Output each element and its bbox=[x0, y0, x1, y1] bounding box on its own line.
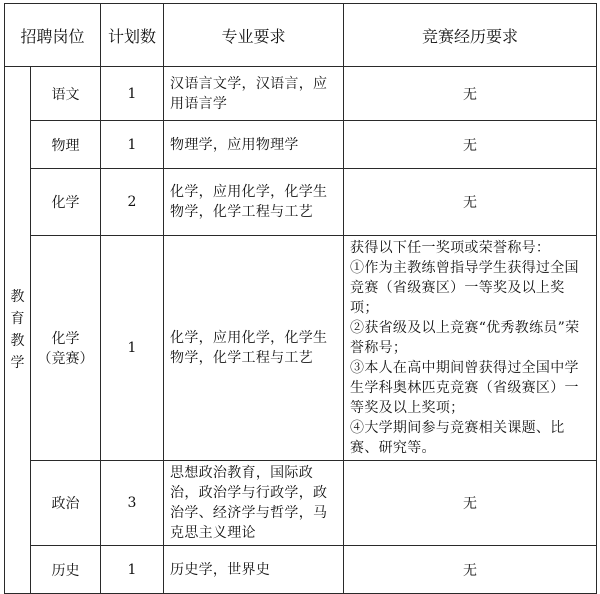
plan-cell: 3 bbox=[101, 461, 164, 546]
major-cell: 历史学，世界史 bbox=[164, 546, 344, 594]
competition-cell: 无 bbox=[344, 169, 597, 236]
table-row bbox=[5, 121, 597, 169]
subject-line: （竞赛） bbox=[37, 351, 94, 367]
competition-cell bbox=[344, 236, 597, 461]
header-plan: 计划数 bbox=[101, 4, 164, 67]
major-cell: 汉语言文学，汉语言，应用语言学 bbox=[164, 67, 344, 121]
table-row bbox=[5, 236, 597, 461]
major-cell: 物理学，应用物理学 bbox=[164, 121, 344, 169]
plan-cell: 1 bbox=[101, 121, 164, 169]
competition-line: ③本人在高中期间曾获得过全国中学生学科奥林匹克竞赛（省级赛区）一等奖及以上奖项； bbox=[350, 360, 579, 416]
competition-line: ④大学期间参与竞赛相关课题、比赛、研究等。 bbox=[350, 420, 565, 456]
category-label: 教育教学 bbox=[10, 289, 25, 371]
subject-cell: 语文 bbox=[31, 67, 101, 121]
major-cell: 思想政治教育，国际政治，政治学与行政学，政治学、经济学与哲学，马克思主义理论 bbox=[164, 461, 344, 546]
plan-cell: 1 bbox=[101, 67, 164, 121]
plan-cell: 1 bbox=[101, 236, 164, 461]
category-cell bbox=[5, 67, 31, 594]
competition-line: 获得以下任一奖项或荣誉称号： bbox=[350, 240, 551, 256]
table-row bbox=[5, 546, 597, 594]
header-competition: 竞赛经历要求 bbox=[344, 4, 597, 67]
subject-cell bbox=[31, 236, 101, 461]
competition-line: ②获省级及以上竞赛“优秀教练员”荣誉称号； bbox=[350, 320, 580, 356]
table-row bbox=[5, 67, 597, 121]
table-row bbox=[5, 461, 597, 546]
header-position: 招聘岗位 bbox=[5, 4, 101, 67]
competition-cell: 无 bbox=[344, 121, 597, 169]
major-cell: 化学，应用化学，化学生物学，化学工程与工艺 bbox=[164, 169, 344, 236]
subject-cell: 化学 bbox=[31, 169, 101, 236]
subject-cell: 物理 bbox=[31, 121, 101, 169]
major-cell: 化学，应用化学，化学生物学，化学工程与工艺 bbox=[164, 236, 344, 461]
subject-cell: 政治 bbox=[31, 461, 101, 546]
competition-cell: 无 bbox=[344, 546, 597, 594]
header-major: 专业要求 bbox=[164, 4, 344, 67]
header-row bbox=[5, 4, 597, 67]
subject-line: 化学 bbox=[51, 331, 80, 347]
plan-cell: 1 bbox=[101, 546, 164, 594]
recruitment-table bbox=[4, 3, 597, 594]
competition-line: ①作为主教练曾指导学生获得过全国竞赛（省级赛区）一等奖及以上奖项； bbox=[350, 260, 579, 316]
competition-cell: 无 bbox=[344, 461, 597, 546]
plan-cell: 2 bbox=[101, 169, 164, 236]
table-row bbox=[5, 169, 597, 236]
competition-cell: 无 bbox=[344, 67, 597, 121]
subject-cell: 历史 bbox=[31, 546, 101, 594]
